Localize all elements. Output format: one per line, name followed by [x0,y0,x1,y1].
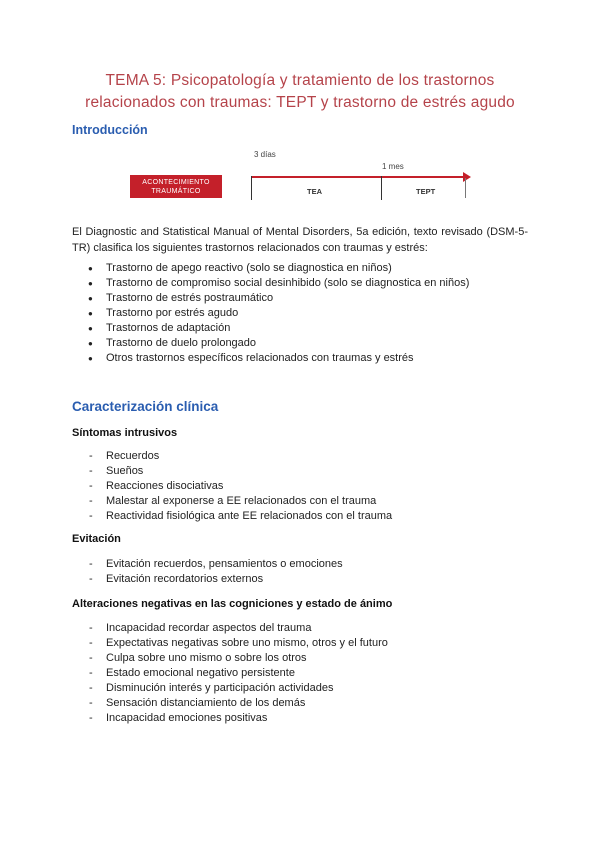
list-item: - Sueños [72,464,392,479]
title-line-2: relacionados con traumas: TEPT y trastorno de estrés agudo [85,94,515,111]
label-1-mes: 1 mes [382,162,404,171]
event-box [130,175,222,198]
list-item: - Malestar al exponerse a EE relacionados con el trauma [72,494,392,509]
list-item: - Recuerdos [72,449,392,464]
list-item: ● Trastorno de compromiso social desinhibido (solo se diagnostica en niños) [72,276,469,291]
list-item: - Estado emocional negativo persistente [72,666,388,681]
intro-paragraph: El Diagnostic and Statistical Manual of Mental Disorders, 5a edición, texto revisado (DSM-5-TR) clasifica los siguientes trastornos relacionados con traumas y estrés: [72,226,528,254]
tick-start [251,176,252,200]
segment-tea: TEA [307,187,322,196]
alteraciones-list [72,621,388,726]
event-label-line-2: TRAUMÁTICO [151,188,201,195]
label-3-dias: 3 días [254,150,276,159]
list-item: - Evitación recordatorios externos [72,572,343,587]
list-item: - Incapacidad emociones positivas [72,711,388,726]
timeline-arrow-line [251,176,467,178]
list-item: ● Trastorno de duelo prolongado [72,336,469,351]
list-item: ● Otros trastornos específicos relacionados con traumas y estrés [72,351,469,366]
segment-tept: TEPT [416,187,436,196]
list-item: ● Trastorno de apego reactivo (solo se diagnostica en niños) [72,261,469,276]
list-item: - Sensación distanciamiento de los demás [72,696,388,711]
disorders-list [72,261,469,366]
heading-caracterizacion-clinica: Caracterización clínica [72,399,219,414]
list-item: - Expectativas negativas sobre uno mismo, otros y el futuro [72,636,388,651]
heading-alteraciones-negativas: Alteraciones negativas en las cogniciones y estado de ánimo [72,598,393,610]
event-label-line-1: ACONTECIMIENTO [142,179,210,186]
list-item: - Evitación recuerdos, pensamientos o emociones [72,557,343,572]
tick-end [465,178,466,198]
list-item: - Reacciones disociativas [72,479,392,494]
heading-evitacion: Evitación [72,533,121,545]
list-item: ● Trastorno por estrés agudo [72,306,469,321]
list-item: ● Trastornos de adaptación [72,321,469,336]
heading-introduccion: Introducción [72,123,148,137]
intrusivos-list [72,449,392,524]
list-item: - Culpa sobre uno mismo o sobre los otros [72,651,388,666]
list-item: - Disminución interés y participación actividades [72,681,388,696]
page-title [40,70,560,114]
list-item: - Reactividad fisiológica ante EE relacionados con el trauma [72,509,392,524]
heading-sintomas-intrusivos: Síntomas intrusivos [72,427,178,439]
list-item: - Incapacidad recordar aspectos del trauma [72,621,388,636]
tick-1-mes [381,176,382,200]
evitacion-list [72,557,343,587]
title-line-1: TEMA 5: Psicopatología y tratamiento de los trastornos [105,72,495,89]
list-item: ● Trastorno de estrés postraumático [72,291,469,306]
timeline-diagram [130,148,475,200]
